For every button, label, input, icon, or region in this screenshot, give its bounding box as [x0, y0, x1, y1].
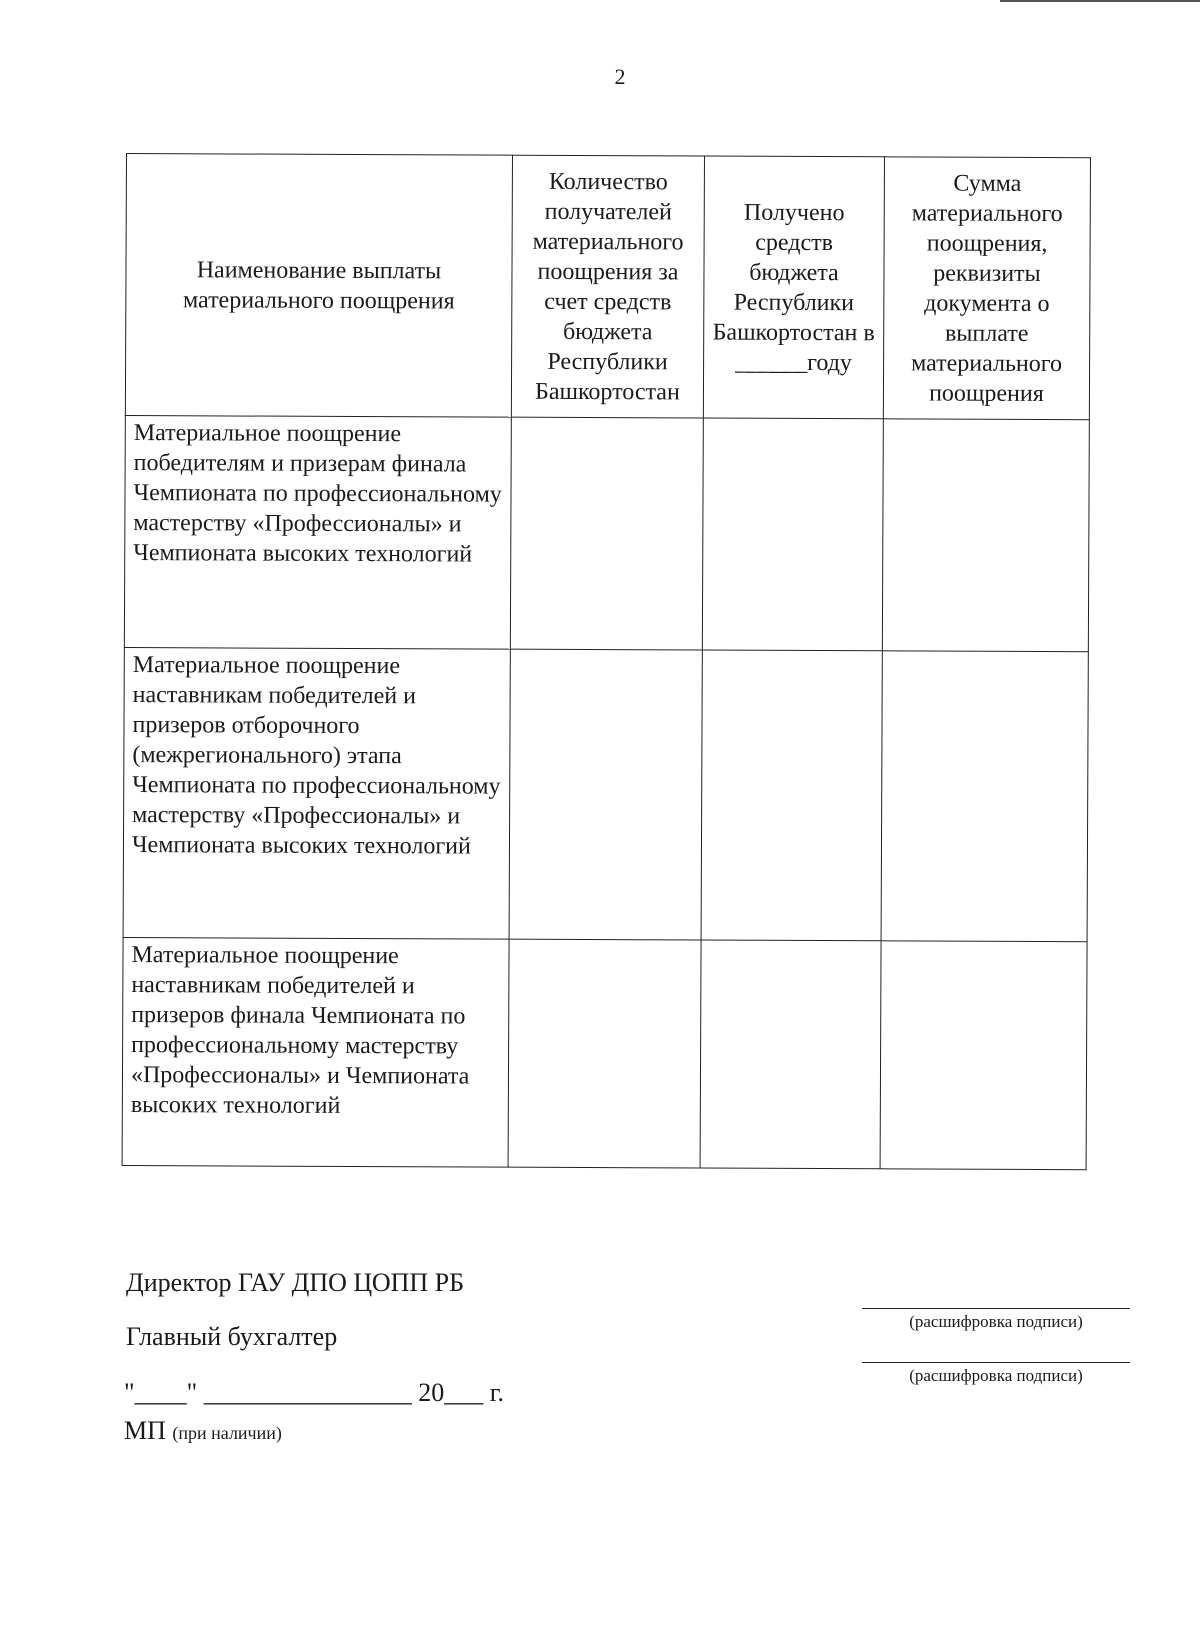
- date-line: "____" ________________ 20___ г.: [124, 1378, 504, 1407]
- header-payment-name: Наименование выплаты материального поощрения: [125, 154, 512, 418]
- mp-label: МП: [124, 1416, 166, 1445]
- row-payment-name: Материальное поощрение наставникам победителей и призеров отборочного (межрегионального) этапа Чемпионата по профессиональному мастерству «Профессионалы» и Чемпионата высоких технологий: [123, 647, 510, 939]
- director-title: Директор ГАУ ДПО ЦОПП РБ: [126, 1268, 465, 1297]
- row-funds-received: [700, 940, 881, 1169]
- row-recipients-count: [509, 649, 702, 940]
- row-reward-sum: [882, 419, 1089, 652]
- page-number: 2: [614, 64, 626, 89]
- row-funds-received: [702, 418, 883, 651]
- table-row: [123, 647, 1088, 941]
- table-header-row: [125, 154, 1090, 420]
- row-recipients-count: [510, 417, 703, 650]
- row-payment-name: Материальное поощрение наставникам победителей и призеров финала Чемпионата по профессиональному мастерству «Профессионалы» и Чемпионата высоких технологий: [122, 937, 509, 1167]
- row-reward-sum: [881, 651, 1088, 942]
- row-recipients-count: [508, 939, 701, 1168]
- report-table: [122, 153, 1091, 1170]
- stamp-line: [124, 1416, 282, 1446]
- row-payment-name: Материальное поощрение победителям и призерам финала Чемпионата по профессиональному мастерству «Профессионалы» и Чемпионата высоких технологий: [124, 415, 511, 649]
- signature-caption-accountant: (расшифровка подписи): [909, 1366, 1083, 1385]
- mp-note: (при наличии): [172, 1423, 282, 1443]
- table-row: [122, 937, 1087, 1169]
- header-reward-sum: Сумма материального поощрения, реквизиты документа о выплате материального поощрения: [883, 157, 1090, 420]
- row-reward-sum: [880, 941, 1087, 1170]
- row-funds-received: [701, 650, 882, 941]
- table-row: [124, 415, 1089, 651]
- signature-line-accountant: [862, 1362, 1130, 1363]
- accountant-title: Главный бухгалтер: [126, 1322, 338, 1351]
- signature-line-director: [862, 1308, 1130, 1309]
- header-recipients-count: Количество получателей материального поощрения за счет средств бюджета Республики Башкортостан: [511, 155, 704, 418]
- signature-caption-director: (расшифровка подписи): [909, 1312, 1083, 1331]
- corner-line: [1000, 0, 1200, 2]
- header-funds-received: Получено средств бюджета Республики Башкортостан в ______году: [703, 156, 884, 419]
